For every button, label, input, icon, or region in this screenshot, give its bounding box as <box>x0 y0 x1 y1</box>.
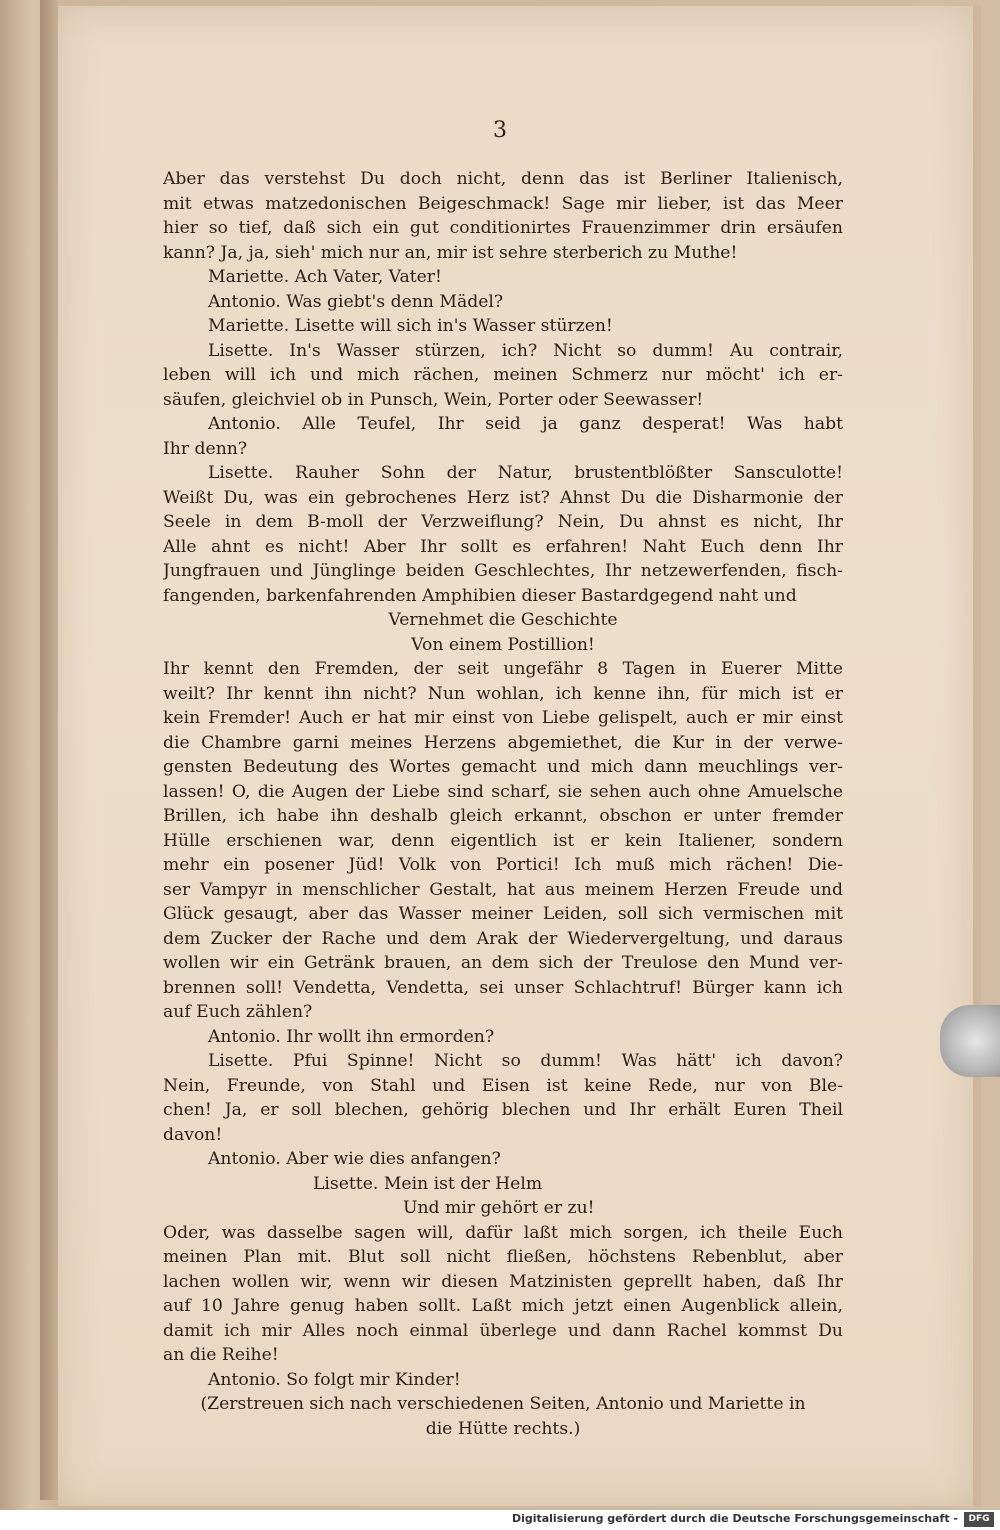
text-line: Aber das verstehst Du doch nicht, denn das ist Berliner Italienisch, <box>163 169 843 189</box>
text-line: Ihr denn? <box>163 438 248 459</box>
text-line: Nein, Freunde, von Stahl und Eisen ist keine Rede, nur von Ble- <box>163 1075 843 1096</box>
text-line: Hülle erschienen war, denn eigentlich ist er kein Italiener, sondern <box>163 830 843 851</box>
text-line: hier so tief, daß sich ein gut conditionirtes Frauenzimmer drin ersäufen <box>163 218 843 238</box>
text-line: Alle ahnt es nicht! Aber Ihr sollt es erfahren! Naht Euch denn Ihr <box>163 536 843 557</box>
text-line: brennen soll! Vendetta, Vendetta, sei unser Schlachtruf! Bürger kann ich <box>163 977 843 998</box>
text-line: mehr ein posener Jüd! Volk von Portici! Ich muß mich rächen! Die- <box>163 855 843 875</box>
text-line: ser Vampyr in menschlicher Gestalt, hat aus meinem Herzen Freude und <box>163 879 843 900</box>
text-line: Antonio. So folgt mir Kinder! <box>208 1369 461 1390</box>
text-line: damit ich mir Alles noch einmal überlege und dann Rachel kommst Du <box>163 1320 843 1341</box>
text-line: Mariette. Lisette will sich in's Wasser stürzen! <box>208 316 613 336</box>
text-line: Vernehmet die Geschichte <box>388 610 618 630</box>
text-line: chen! Ja, er soll blechen, gehörig blechen und Ihr erhält Euren Theil <box>163 1100 843 1120</box>
text-line: Lisette. In's Wasser stürzen, ich? Nicht so dumm! Au contrair, <box>208 340 843 361</box>
text-line: Lisette. Pfui Spinne! Nicht so dumm! Was hätt' ich davon? <box>208 1051 843 1071</box>
text-line: auf 10 Jahre genug haben sollt. Laßt mich jetzt einen Augenblick allein, <box>163 1296 843 1316</box>
text-line: säufen, gleichviel ob in Punsch, Wein, Porter oder Seewasser! <box>163 389 704 410</box>
text-line: davon! <box>163 1124 223 1145</box>
text-line: Lisette. Rauher Sohn der Natur, brustentblößter Sansculotte! <box>208 463 843 483</box>
text-line: lassen! O, die Augen der Liebe sind scharf, sie sehen auch ohne Amuelsche <box>163 781 843 802</box>
text-line: an die Reihe! <box>163 1345 279 1365</box>
text-line: kein Fremder! Auch er hat mir einst von Liebe gelispelt, auch er mir einst <box>163 708 843 728</box>
page-number: 3 <box>493 118 507 143</box>
footer-credit: Digitalisierung gefördert durch die Deutsche Forschungsgemeinschaft - <box>511 1512 958 1525</box>
text-line: Lisette. Mein ist der Helm <box>313 1173 543 1194</box>
page-text <box>163 167 843 1441</box>
text-line: weilt? Ihr kennt ihn nicht? Nun wohlan, ich kenne ihn, für mich ist er <box>163 683 843 704</box>
text-line: kann? Ja, ja, sieh' mich nur an, mir ist sehre sterberich zu Muthe! <box>163 242 738 263</box>
text-line: meinen Plan mit. Blut soll nicht fließen, höchstens Rebenblut, aber <box>163 1247 843 1267</box>
footer-bar <box>0 1510 1000 1530</box>
text-line: Jungfrauen und Jünglinge beiden Geschlechtes, Ihr netzewerfenden, fisch- <box>163 561 843 581</box>
text-line: Antonio. Aber wie dies anfangen? <box>208 1149 501 1169</box>
text-line: Oder, was dasselbe sagen will, dafür laßt mich sorgen, ich theile Euch <box>163 1222 843 1243</box>
text-line: (Zerstreuen sich nach verschiedenen Seiten, Antonio und Mariette in <box>200 1394 806 1414</box>
text-line: die Hütte rechts.) <box>425 1418 581 1439</box>
page-clip <box>940 1005 1000 1077</box>
text-line: die Chambre garni meines Herzens abgemiethet, die Kur in der verwe- <box>163 732 843 753</box>
text-line: wollen wir ein Getränk brauen, an dem sich der Treulose den Mund ver- <box>163 953 843 973</box>
text-line: Antonio. Alle Teufel, Ihr seid ja ganz desperat! Was habt <box>208 414 843 434</box>
text-line: Antonio. Was giebt's denn Mädel? <box>208 291 504 312</box>
text-line: Ihr kennt den Fremden, der seit ungefähr 8 Tagen in Euerer Mitte <box>163 659 843 679</box>
text-line: auf Euch zählen? <box>163 1002 313 1022</box>
text-line: Glück gesaugt, aber das Wasser meiner Leiden, soll sich vermischen mit <box>163 904 843 924</box>
text-line: mit etwas matzedonischen Beigeschmack! Sage mir lieber, ist das Meer <box>163 193 843 214</box>
text-line: Seele in dem B-moll der Verzweiflung? Nein, Du ahnst es nicht, Ihr <box>163 512 843 532</box>
text-line: lachen wollen wir, wenn wir diesen Matzinisten geprellt haben, daß Ihr <box>163 1271 843 1292</box>
text-line: Weißt Du, was ein gebrochenes Herz ist? Ahnst Du die Disharmonie der <box>163 487 843 508</box>
text-line: leben will ich und mich rächen, meinen Schmerz nur möcht' ich er- <box>163 365 843 385</box>
text-line: gensten Bedeutung des Wortes gemacht und mich dann meuchlings ver- <box>163 757 843 777</box>
text-line: Brillen, ich habe ihn deshalb gleich erkannt, obschon er unter fremder <box>163 806 843 826</box>
text-line: Antonio. Ihr wollt ihn ermorden? <box>208 1026 495 1047</box>
text-line: Von einem Postillion! <box>411 634 595 655</box>
dfg-logo: DFG <box>964 1512 994 1527</box>
text-line: fangenden, barkenfahrenden Amphibien dieser Bastardgegend naht und <box>163 585 797 606</box>
page-edge <box>973 6 981 1506</box>
text-line: Mariette. Ach Vater, Vater! <box>208 267 442 287</box>
text-line: dem Zucker der Rache und dem Arak der Wiedervergeltung, und daraus <box>163 928 843 949</box>
book-spine <box>40 0 58 1500</box>
text-line: Und mir gehört er zu! <box>403 1198 595 1218</box>
